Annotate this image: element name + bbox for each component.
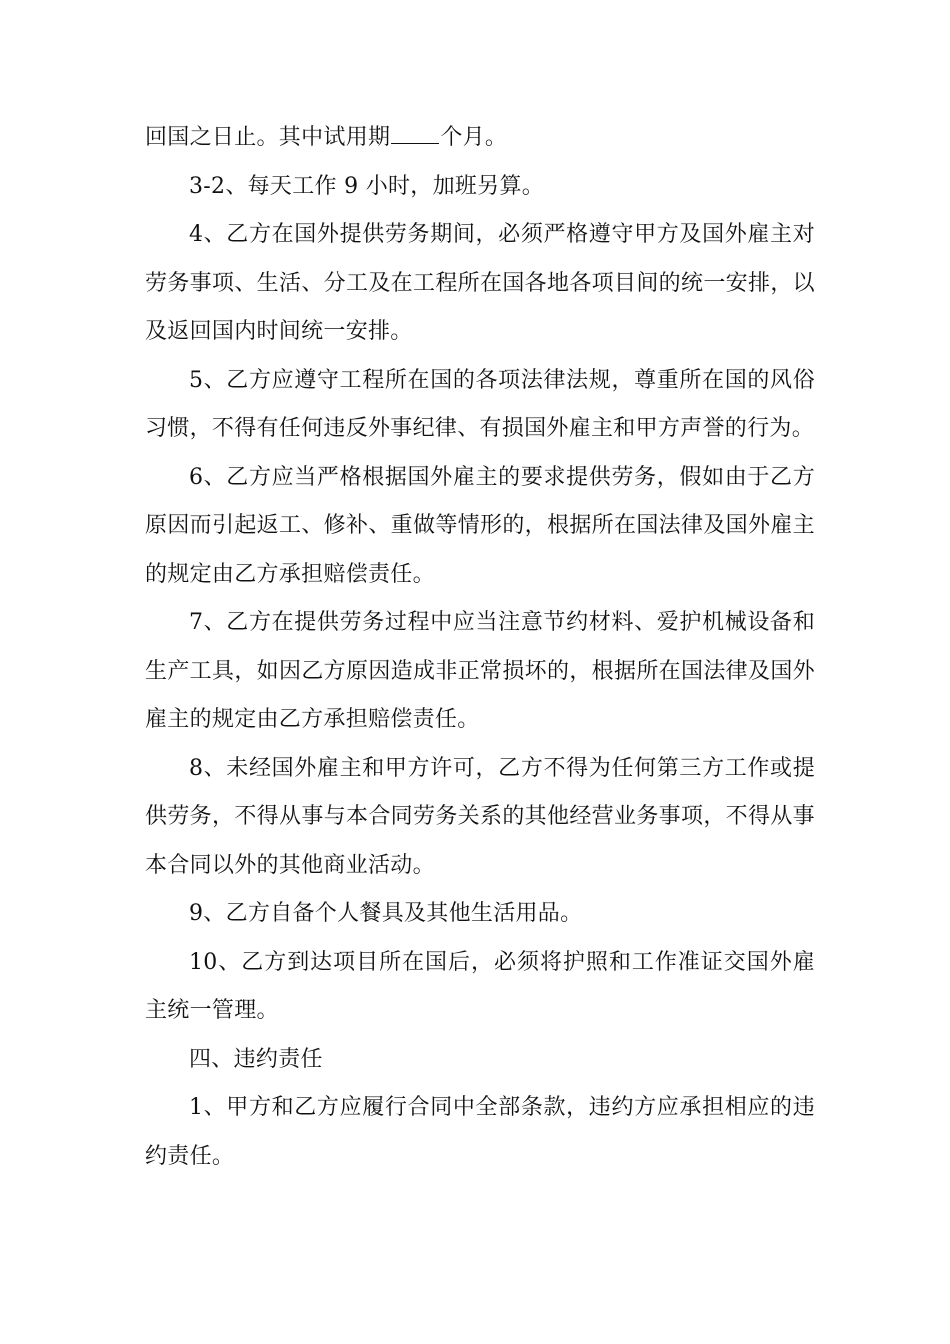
paragraph-text: 个月。	[440, 125, 508, 150]
paragraph-clause-6: 6、乙方应当严格根据国外雇主的要求提供劳务，假如由于乙方原因而引起返工、修补、重做等情形的，根据所在国法律及国外雇主的规定由乙方承担赔偿责任。	[145, 464, 815, 587]
fill-in-blank	[391, 125, 439, 144]
paragraph-breach-clause-1: 1、甲方和乙方应履行合同中全部条款，违约方应承担相应的违约责任。	[145, 1095, 815, 1169]
section-heading-breach: 四、违约责任	[189, 1046, 323, 1072]
paragraph-clause-3-2: 3-2、每天工作 9 小时，加班另算。	[189, 173, 545, 199]
paragraph-clause-5: 5、乙方应遵守工程所在国的各项法律法规，尊重所在国的风俗习惯，不得有任何违反外事纪律、有损国外雇主和甲方声誉的行为。	[145, 367, 815, 441]
paragraph-probation	[145, 114, 815, 163]
paragraph-clause-9: 9、乙方自备个人餐具及其他生活用品。	[189, 901, 583, 926]
paragraph-text: 回国之日止。其中试用期	[145, 125, 391, 150]
document-body	[145, 114, 815, 1181]
paragraph-clause-8: 8、未经国外雇主和甲方许可，乙方不得为任何第三方工作或提供劳务，不得从事与本合同劳务关系的其他经营业务事项，不得从事本合同以外的其他商业活动。	[145, 755, 815, 878]
paragraph-clause-7: 7、乙方在提供劳务过程中应当注意节约材料、爱护机械设备和生产工具，如因乙方原因造成非正常损坏的，根据所在国法律及国外雇主的规定由乙方承担赔偿责任。	[145, 610, 815, 732]
paragraph-clause-4: 4、乙方在国外提供劳务期间，必须严格遵守甲方及国外雇主对劳务事项、生活、分工及在工程所在国各地各项目间的统一安排，以及返回国内时间统一安排。	[145, 222, 815, 344]
paragraph-clause-10: 10、乙方到达项目所在国后，必须将护照和工作准证交国外雇主统一管理。	[145, 949, 815, 1023]
